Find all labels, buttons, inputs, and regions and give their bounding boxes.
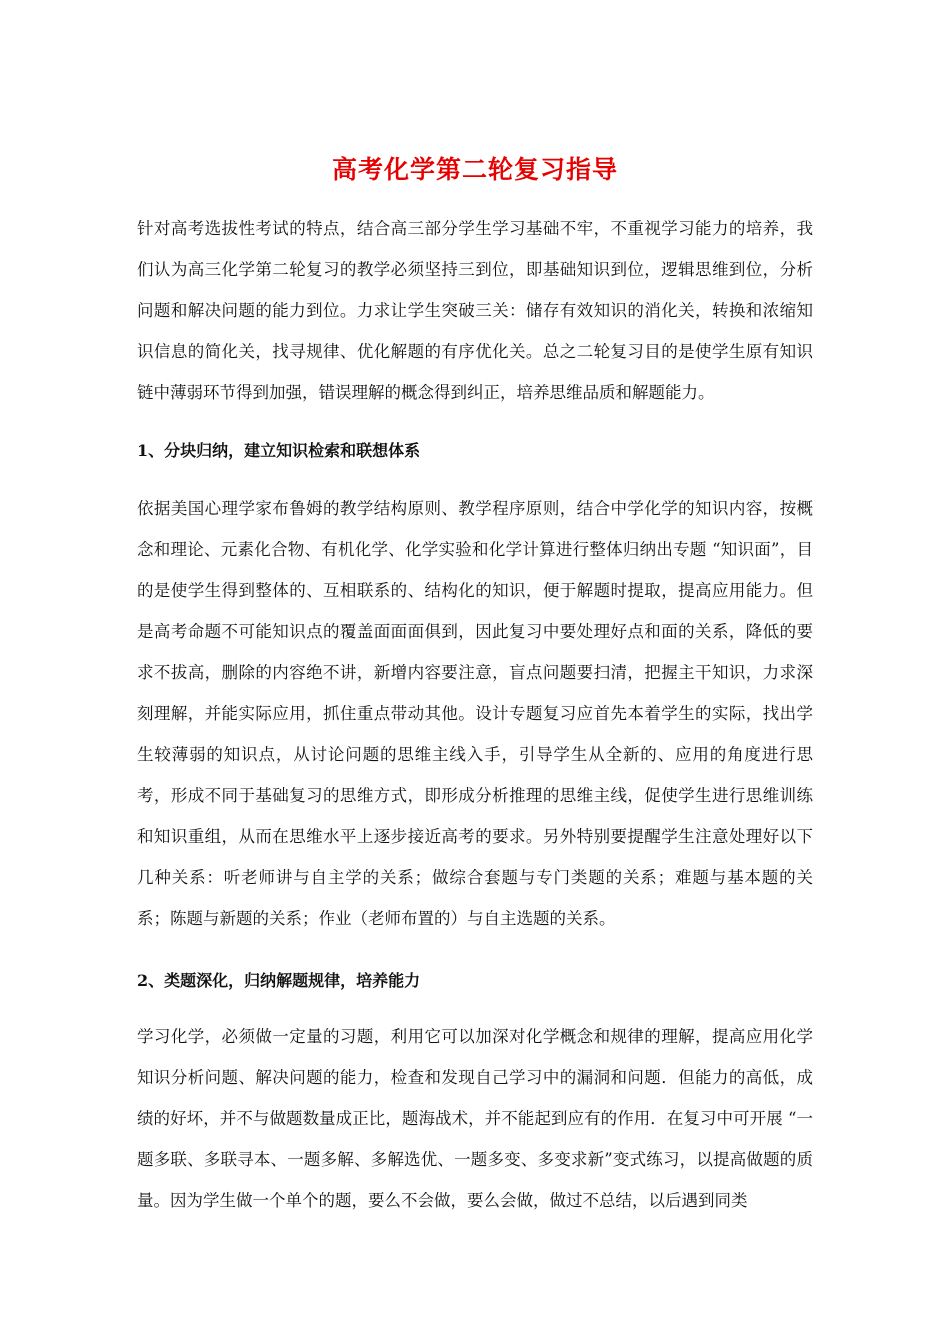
section-body-1: 依据美国心理学家布鲁姆的教学结构原则、教学程序原则，结合中学化学的知识内容，按概念和理论、元素化合物、有机化学、化学实验和化学计算进行整体归纳出专题 “知识面”，目的是使学生得到整体的、互相联系的、结构化的知识，便于解题时提取，提高应用能力。但是高考命题不可能知识点的覆盖面面面俱到，因此复习中要处理好点和面的关系，降低的要求不拔高，删除的内容绝不讲，新增内容要注意，盲点问题要扫清，把握主干知识，力求深刻理解，并能实际应用，抓住重点带动其他。设计专题复习应首先本着学生的实际，找出学生较薄弱的知识点，从讨论问题的思维主线入手，引导学生从全新的、应用的角度进行思考，形成不同于基础复习的思维方式，即形成分析推理的思维主线，促使学生进行思维训练和知识重组，从而在思维水平上逐步接近高考的要求。另外特别要提醒学生注意处理好以下几种关系：听老师讲与自主学的关系；做综合套题与专门类题的关系；难题与基本题的关系；陈题与新题的关系；作业（老师布置的）与自主选题的关系。 bbox=[137, 499, 813, 928]
section-heading-1: 1、分块归纳，建立知识检索和联想体系 bbox=[137, 441, 421, 460]
document-title: 高考化学第二轮复习指导 bbox=[331, 155, 618, 184]
section-heading-2: 2、类题深化，归纳解题规律，培养能力 bbox=[137, 971, 421, 990]
section-body-2: 学习化学，必须做一定量的习题，利用它可以加深对化学概念和规律的理解，提高应用化学知识分析问题、解决问题的能力，检查和发现自己学习中的漏洞和问题．但能力的高低，成绩的好坏，并不与做题数量成正比，题海战术，并不能起到应有的作用．在复习中可开展 “一题多联、多联寻本、一题多解、多解选优、一题多变、多变求新”变式练习，以提高做题的质量。因为学生做一个单个的题，要么不会做，要么会做，做过不总结，以后遇到同类 bbox=[137, 1027, 813, 1210]
intro-paragraph: 针对高考选拔性考试的特点，结合高三部分学生学习基础不牢，不重视学习能力的培养，我们认为高三化学第二轮复习的教学必须坚持三到位，即基础知识到位，逻辑思维到位，分析问题和解决问题的能力到位。力求让学生突破三关：储存有效知识的消化关，转换和浓缩知识信息的简化关，找寻规律、优化解题的有序优化关。总之二轮复习目的是使学生原有知识链中薄弱环节得到加强，错误理解的概念得到纠正，培养思维品质和解题能力。 bbox=[137, 219, 813, 402]
